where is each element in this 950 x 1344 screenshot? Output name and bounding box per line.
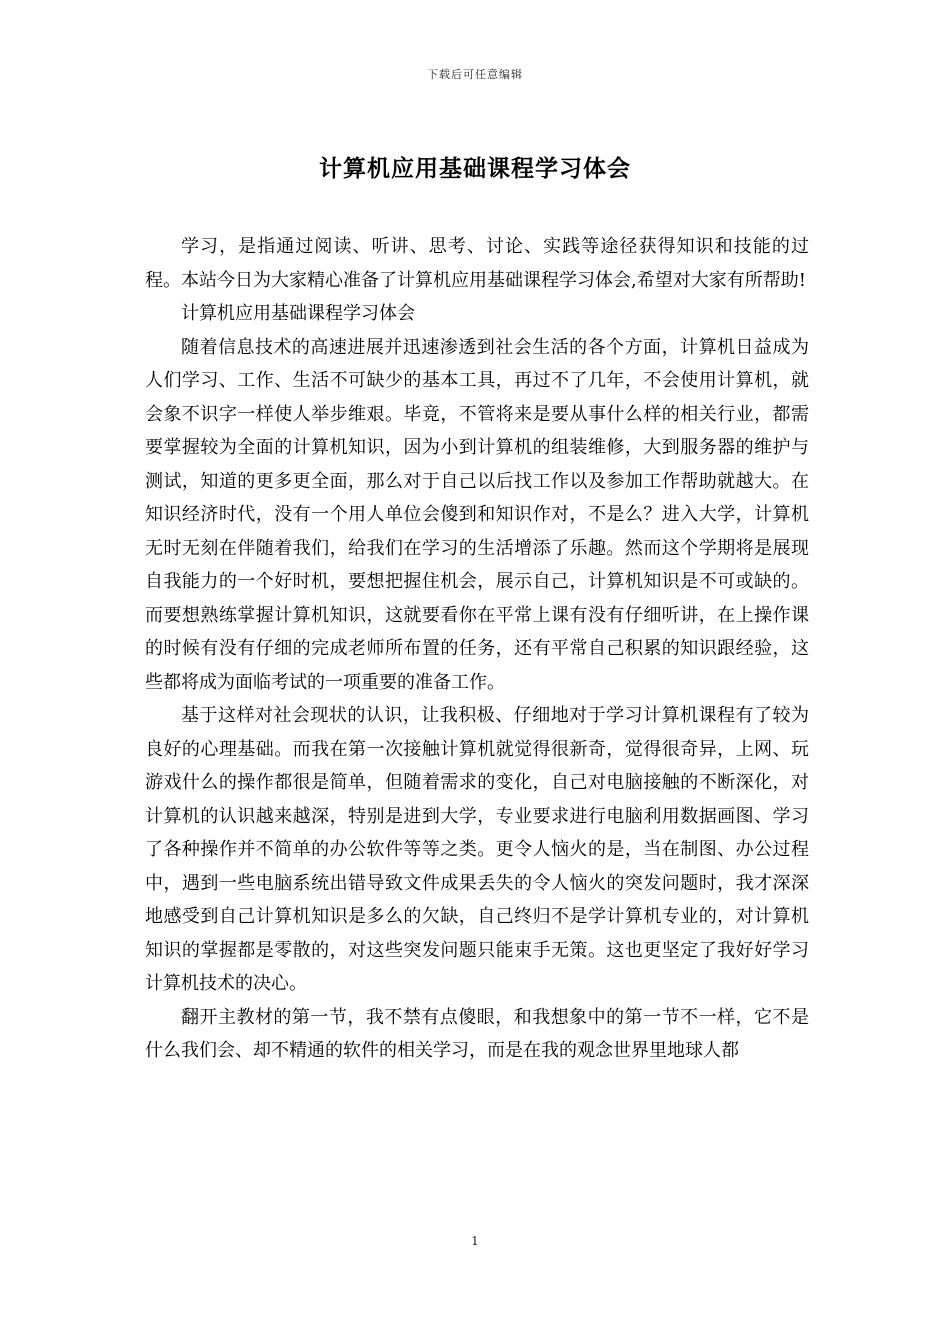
paragraph-body: 翻开主教材的第一节，我不禁有点傻眼，和我想象中的第一节不一样，它不是什么我们会、却不精通的软件的相关学习，而是在我的观念世界里地球人都 (145, 1006, 809, 1061)
page-number: 1 (471, 1234, 479, 1248)
document-body (145, 230, 809, 1068)
header-note: 下载后可任意编辑 (427, 68, 523, 81)
document-title: 计算机应用基础课程学习体会 (319, 155, 631, 182)
paragraph-subtitle: 计算机应用基础课程学习体会 (181, 303, 415, 324)
paragraph-body: 基于这样对社会现状的认识，让我积极、仔细地对于学习计算机课程有了较为良好的心理基础。而我在第一次接触计算机就觉得很新奇，觉得很奇异，上网、玩游戏什么的操作都很是简单，但随着需求的变化，自己对电脑接触的不断深化，对计算机的认识越来越深，特别是进到大学，专业要求进行电脑利用数据画图、学习了各种操作并不简单的办公软件等等之类。更令人恼火的是，当在制图、办公过程中，遇到一些电脑系统出错导致文件成果丢失的令人恼火的突发问题时，我才深深地感受到自己计算机知识是多么的欠缺，自己终归不是学计算机专业的，对计算机知识的掌握都是零散的，对这些突发问题只能束手无策。这也更坚定了我好好学习计算机技术的决心。 (145, 705, 809, 994)
paragraph-body: 随着信息技术的高速进展并迅速渗透到社会生活的各个方面，计算机日益成为人们学习、工作、生活不可缺少的基本工具，再过不了几年，不会使用计算机，就会象不识字一样使人举步维艰。毕竟，不管将来是要从事什么样的相关行业，都需要掌握较为全面的计算机知识，因为小到计算机的组装维修，大到服务器的维护与测试，知道的更多更全面，那么对于自己以后找工作以及参加工作帮助就越大。在知识经济时代，没有一个用人单位会傻到和知识作对，不是么？进入大学，计算机无时无刻在伴随着我们，给我们在学习的生活增添了乐趣。然而这个学期将是展现自我能力的一个好时机，要想把握住机会，展示自己，计算机知识是不可或缺的。而要想熟练掌握计算机知识，这就要看你在平常上课有没有仔细听讲，在上操作课的时候有没有仔细的完成老师所布置的任务，还有平常自己积累的知识跟经验，这些都将成为面临考试的一项重要的准备工作。 (145, 336, 809, 693)
paragraph-intro: 学习，是指通过阅读、听讲、思考、讨论、实践等途径获得知识和技能的过程。本站今日为大家精心准备了计算机应用基础课程学习体会,希望对大家有所帮助! (145, 236, 809, 291)
